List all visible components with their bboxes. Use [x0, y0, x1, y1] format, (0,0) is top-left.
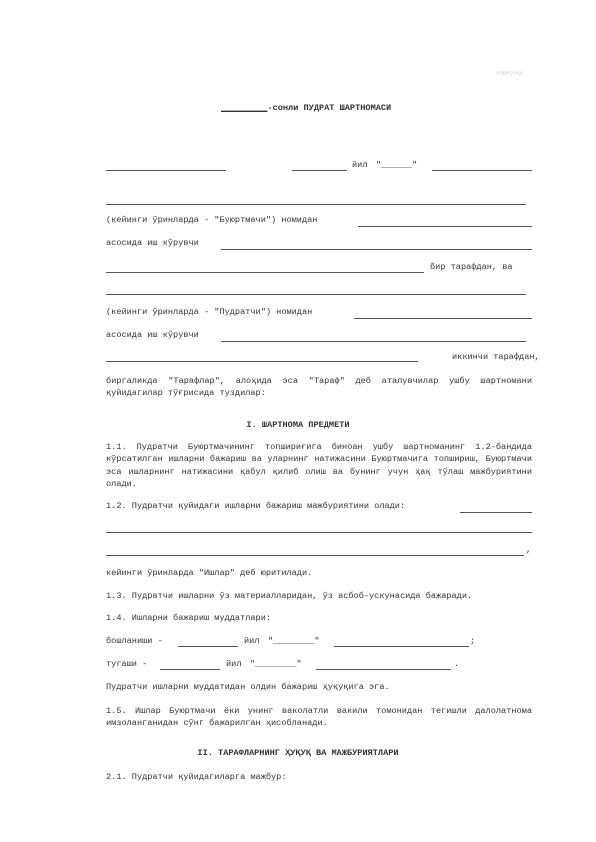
clause-1-3: 1.3. Пудратчи ишларни ўз материалларидан, ўз асбоб-ускунасида бажаради. [106, 591, 473, 601]
watermark: намуна [496, 70, 524, 78]
end-year-label: йил [226, 659, 242, 669]
one-side-label: бир тарафдан, ва [430, 262, 513, 272]
start-label: бошланиши - [106, 636, 163, 646]
contract-number-blank[interactable]: _________ [221, 103, 268, 113]
start-year-label: йил [244, 636, 260, 646]
month-field[interactable] [432, 170, 532, 171]
section-1-heading: I. ШАРТНОМА ПРЕДМЕТИ [246, 420, 350, 430]
customer-representative-field[interactable] [358, 226, 532, 227]
contractor-name-field[interactable] [106, 294, 526, 295]
customer-hereinafter-label: (кейинги ўринларда - "Буюртмачи") номидан [106, 215, 318, 225]
clause-2-1: 2.1. Пудратчи қуйидагиларга мажбур: [106, 772, 287, 782]
end-period: . [454, 659, 460, 669]
clause-1-1: 1.1. Пудратчи Буюртмачининг топшириғига биноан ушбу шартноманинг 1.2-бандида кўрсатилган ишларни бажариш ва уларнинг натижасини Буюртмачига топшириш, Буюртмачи эса ишларнинг натижасини қабул қилиб олиш ва бунинг учун ҳақ тўлаш мажбуриятини олади. [106, 442, 532, 490]
works-named-text: кейинги ўринларда "Ишлар" деб юритилади. [106, 568, 313, 578]
year-label: йил [352, 160, 368, 170]
contractor-basis-field[interactable] [221, 341, 526, 342]
customer-acting-basis-label: асосида иш кўрувчи [106, 238, 199, 248]
customer-basis-field[interactable] [221, 249, 532, 250]
customer-name-field[interactable] [106, 204, 526, 205]
end-month-field[interactable] [316, 669, 451, 670]
works-field-1[interactable] [460, 512, 532, 513]
contractor-basis-field-2[interactable] [106, 361, 418, 362]
section-2-heading: II. ТАРАФЛАРНИНГ ҲУҚУҚ ВА МАЖБУРИЯТЛАРИ [197, 748, 399, 758]
intro-paragraph: биргаликда "Тарафлар", алоҳида эса "Тараф" деб аталувчилар ушбу шартномани қуйидагилар тўғрисида туздилар: [106, 376, 532, 399]
clause-1-4: 1.4. Ишларни бажариш муддатлари: [106, 613, 272, 623]
end-day-field[interactable]: "________" [250, 659, 302, 669]
day-field[interactable]: "______" [376, 160, 418, 170]
contract-title [221, 103, 391, 114]
early-completion-text: Пудратчи ишларни муддатидан олдин бажариш ҳуқуқига эга. [106, 682, 390, 692]
start-month-field[interactable] [334, 646, 469, 647]
start-semicolon: ; [470, 636, 476, 646]
end-label: тугаши - [106, 659, 148, 669]
start-year-field[interactable] [178, 646, 238, 647]
works-comma: , [526, 545, 532, 555]
clause-1-2: 1.2. Пудратчи қуйидаги ишларни бажариш мажбуриятини олади: [106, 501, 406, 511]
works-field-3[interactable] [106, 555, 524, 556]
works-field-2[interactable] [106, 532, 532, 533]
contractor-acting-basis-label: асосида иш кўрувчи [106, 330, 199, 340]
start-day-field[interactable]: "________" [268, 636, 320, 646]
contract-title-text: -сонли ПУДРАТ ШАРТНОМАСИ [267, 103, 392, 113]
clause-1-5: 1.5. Ишлар Буюртмачи ёки унинг ваколатли вакили томонидан тегишли далолатнома имзоланганидан сўнг бажарилган ҳисобланади. [106, 706, 532, 729]
place-field[interactable] [106, 170, 226, 171]
other-side-label: иккинчи тарафдан, [452, 352, 540, 362]
end-year-field[interactable] [160, 669, 220, 670]
year-field[interactable] [292, 170, 347, 171]
contractor-hereinafter-label: (кейинги ўринларда - "Пудратчи") номидан [106, 307, 313, 317]
contractor-representative-field[interactable] [354, 318, 532, 319]
customer-basis-field-2[interactable] [106, 272, 424, 273]
